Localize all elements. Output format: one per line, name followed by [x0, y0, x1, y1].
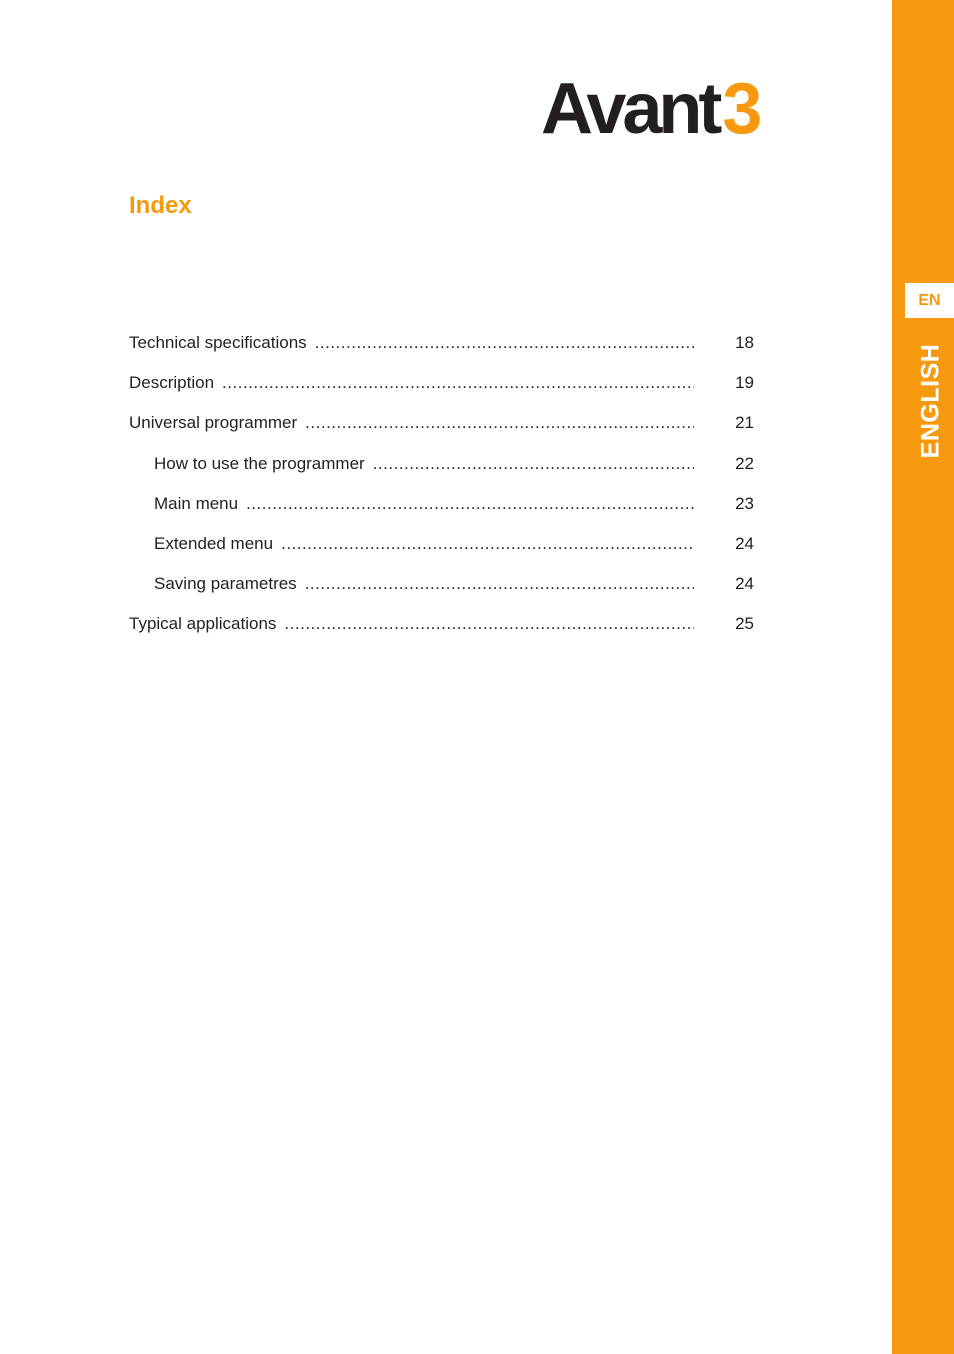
- toc-entry-label: Description: [129, 373, 215, 393]
- toc-entry[interactable]: [129, 413, 754, 453]
- table-of-contents: [129, 333, 754, 655]
- toc-entry-label: How to use the programmer: [154, 453, 365, 473]
- toc-entry[interactable]: [129, 614, 754, 654]
- toc-leader-dots: [222, 373, 694, 393]
- toc-subentry[interactable]: [129, 494, 754, 534]
- toc-leader-dots: [315, 333, 694, 353]
- toc-entry[interactable]: [129, 373, 754, 413]
- toc-entry-page: 23: [735, 493, 754, 513]
- toc-subentry[interactable]: [129, 534, 754, 574]
- toc-leader-dots: [281, 534, 694, 554]
- toc-entry-page: 19: [735, 373, 754, 393]
- page-title: Index: [129, 192, 192, 219]
- toc-entry-page: 25: [735, 614, 754, 634]
- toc-leader-dots: [284, 614, 694, 634]
- toc-subentry[interactable]: [129, 574, 754, 614]
- toc-leader-dots: [246, 494, 694, 514]
- toc-entry-page: 18: [735, 333, 754, 352]
- logo-wordmark: Avant: [541, 69, 719, 149]
- side-band: [892, 0, 954, 1354]
- toc-subentry[interactable]: [129, 454, 754, 494]
- toc-entry-label: Universal programmer: [129, 413, 298, 433]
- toc-entry-page: 24: [735, 533, 754, 553]
- toc-entry-page: 24: [735, 574, 754, 594]
- language-code-badge: EN: [905, 283, 954, 318]
- logo-number: 3: [722, 69, 763, 149]
- toc-leader-dots: [305, 413, 694, 433]
- toc-leader-dots: [373, 454, 694, 474]
- toc-leader-dots: [305, 574, 694, 594]
- toc-entry-page: 21: [735, 413, 754, 433]
- toc-entry-label: Saving parametres: [154, 574, 297, 594]
- toc-entry-label: Typical applications: [129, 614, 277, 634]
- brand-logo: [541, 69, 763, 149]
- toc-entry-label: Main menu: [154, 493, 239, 513]
- toc-entry[interactable]: [129, 333, 754, 373]
- toc-entry-label: Extended menu: [154, 533, 274, 553]
- toc-entry-page: 22: [735, 453, 754, 473]
- toc-entry-label: Technical specifications: [129, 333, 307, 352]
- language-label: ENGLISH: [916, 343, 945, 459]
